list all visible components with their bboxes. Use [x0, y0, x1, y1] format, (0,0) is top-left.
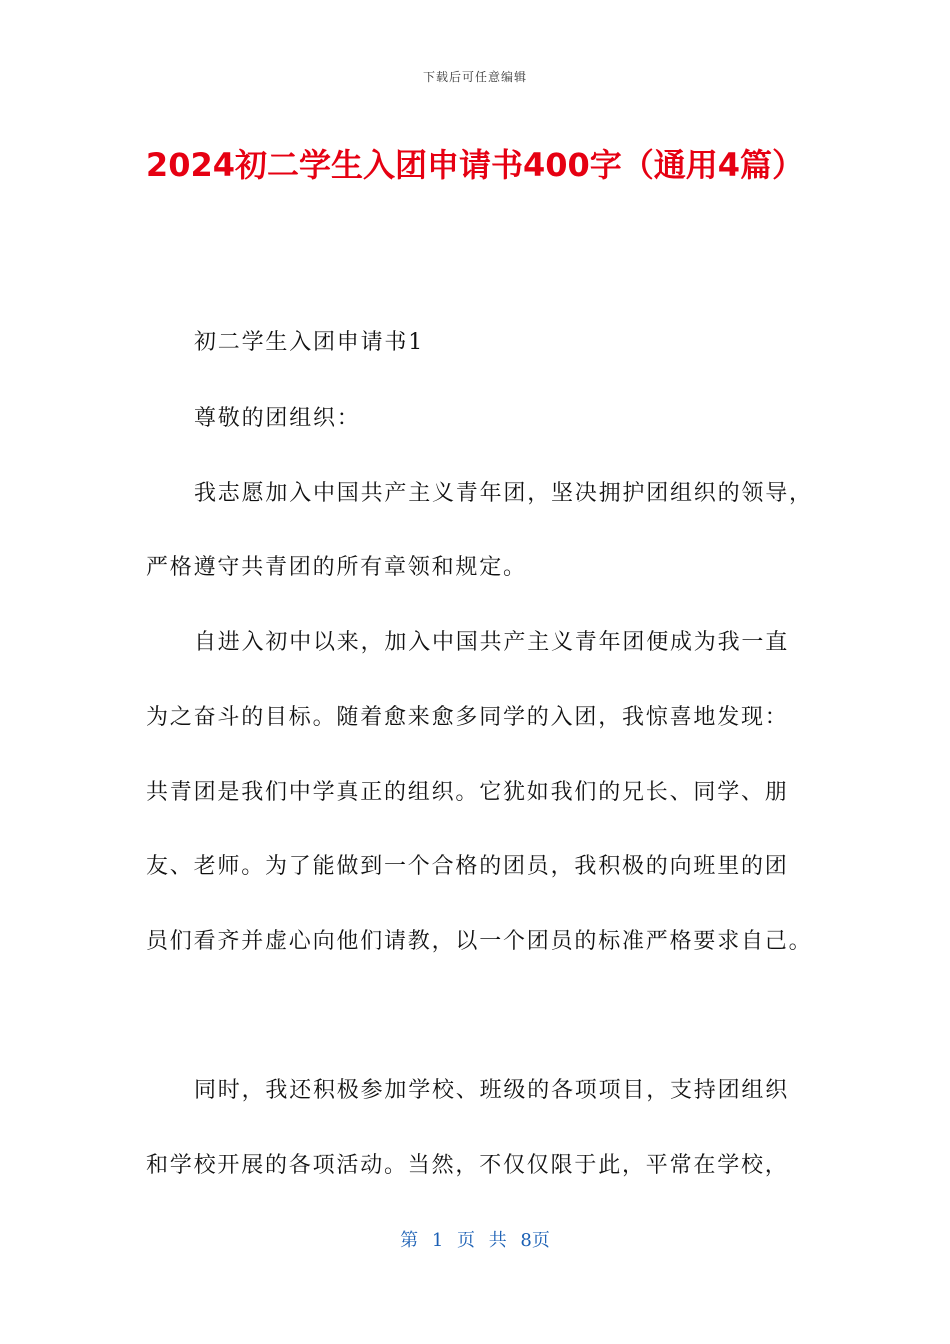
section-heading: 初二学生入团申请书1	[194, 330, 424, 355]
page-number: 第 1 页 共 8页	[400, 1230, 550, 1251]
paragraph-line: 员们看齐并虚心向他们请教，以一个团员的标准严格要求自己。	[146, 929, 813, 954]
salutation: 尊敬的团组织：	[194, 406, 361, 431]
paragraph-line: 同时，我还积极参加学校、班级的各项项目，支持团组织	[194, 1078, 790, 1103]
paragraph-line: 友、老师。为了能做到一个合格的团员，我积极的向班里的团	[146, 854, 789, 879]
paragraph-line: 严格遵守共青团的所有章领和规定。	[146, 555, 527, 580]
paragraph-line: 和学校开展的各项活动。当然，不仅仅限于此，平常在学校，	[146, 1153, 789, 1178]
paragraph-line: 自进入初中以来，加入中国共产主义青年团便成为我一直	[194, 630, 790, 655]
document-title: 2024初二学生入团申请书400字（通用4篇）	[145, 146, 805, 184]
paragraph-line: 为之奋斗的目标。随着愈来愈多同学的入团，我惊喜地发现：	[146, 705, 789, 730]
header-note: 下载后可任意编辑	[422, 70, 527, 84]
paragraph-line: 我志愿加入中国共产主义青年团，坚决拥护团组织的领导，	[194, 481, 813, 506]
paragraph-line: 共青团是我们中学真正的组织。它犹如我们的兄长、同学、朋	[146, 780, 789, 805]
